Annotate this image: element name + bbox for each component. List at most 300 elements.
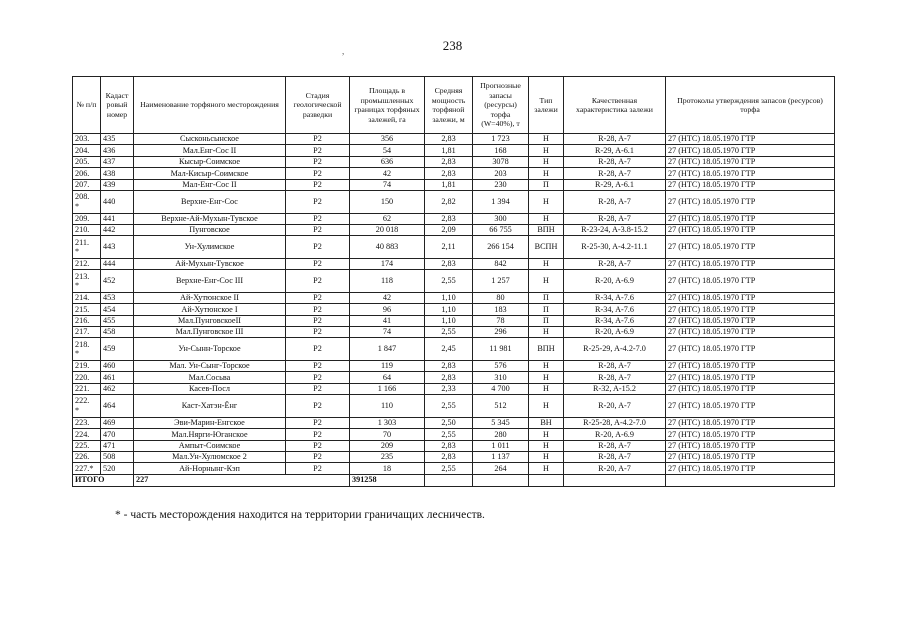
deposit-type: Н	[529, 156, 564, 167]
protocol: 27 (НТС) 18.05.1970 ГТР	[666, 156, 835, 167]
deposit-name: Мал.Нярги-Юганское	[134, 429, 286, 440]
exploration-stage: P2	[286, 395, 350, 418]
reserves-t: 512	[473, 395, 529, 418]
avg-depth: 2,83	[425, 361, 473, 372]
page-number: 238	[442, 38, 463, 53]
deposit-name: Ай-Мухын-Тувское	[134, 258, 286, 269]
exploration-stage: P2	[286, 134, 350, 145]
reserves-t: 296	[473, 327, 529, 338]
avg-depth: 2,83	[425, 258, 473, 269]
deposit-name: Сысконьсынское	[134, 134, 286, 145]
exploration-stage: P2	[286, 304, 350, 315]
empty-cell	[473, 474, 529, 486]
header-stage: Стадия геологической разведки	[286, 77, 350, 134]
row-number: 212.	[73, 258, 101, 269]
table-row	[73, 417, 835, 428]
header-quality: Качественная характеристика залежи	[564, 77, 666, 134]
deposit-name: Мал.Пунговское III	[134, 327, 286, 338]
cadastral-number: 440	[101, 190, 134, 213]
protocol: 27 (НТС) 18.05.1970 ГТР	[666, 440, 835, 451]
avg-depth: 2,55	[425, 463, 473, 474]
avg-depth: 2,83	[425, 452, 473, 463]
protocol: 27 (НТС) 18.05.1970 ГТР	[666, 292, 835, 303]
protocol: 27 (НТС) 18.05.1970 ГТР	[666, 270, 835, 293]
table-row	[73, 145, 835, 156]
deposit-type: Н	[529, 190, 564, 213]
cadastral-number: 470	[101, 429, 134, 440]
quality: R-20, A-6.9	[564, 429, 666, 440]
deposit-name: Ун-Сынн-Торское	[134, 338, 286, 361]
empty-cell	[564, 474, 666, 486]
row-number-value: 211.	[75, 237, 90, 247]
deposit-name: Ай-Хутюнское II	[134, 292, 286, 303]
reserves-t: 5 345	[473, 417, 529, 428]
exploration-stage: P2	[286, 224, 350, 235]
protocol: 27 (НТС) 18.05.1970 ГТР	[666, 168, 835, 179]
cadastral-number: 458	[101, 327, 134, 338]
table-row	[73, 179, 835, 190]
deposit-name: Ай-Хутюнское I	[134, 304, 286, 315]
avg-depth: 2,55	[425, 395, 473, 418]
area-ha: 119	[350, 361, 425, 372]
row-number	[73, 190, 101, 213]
exploration-stage: P2	[286, 440, 350, 451]
deposit-name: Верхне-Енг-Сос	[134, 190, 286, 213]
area-ha: 70	[350, 429, 425, 440]
avg-depth: 2,83	[425, 156, 473, 167]
row-number: 221.	[73, 383, 101, 394]
header-row	[73, 77, 835, 134]
partial-forestry-marker: *	[75, 201, 80, 211]
cadastral-number: 471	[101, 440, 134, 451]
total-row	[73, 474, 835, 486]
cadastral-number: 460	[101, 361, 134, 372]
reserves-t: 576	[473, 361, 529, 372]
area-ha: 150	[350, 190, 425, 213]
row-number: 214.	[73, 292, 101, 303]
reserves-t: 310	[473, 372, 529, 383]
quality: R-20, A-7	[564, 463, 666, 474]
quality: R-28, A-7	[564, 258, 666, 269]
area-ha: 96	[350, 304, 425, 315]
deposit-name: Верхне-Ай-Мухын-Тувское	[134, 213, 286, 224]
table-row	[73, 452, 835, 463]
avg-depth: 2,45	[425, 338, 473, 361]
deposit-type: Н	[529, 361, 564, 372]
exploration-stage: P2	[286, 372, 350, 383]
row-number: 217.	[73, 327, 101, 338]
row-number-value: 208.	[75, 192, 90, 202]
deposit-type: Н	[529, 327, 564, 338]
quality: R-32, A-15.2	[564, 383, 666, 394]
area-ha: 62	[350, 213, 425, 224]
table-row	[73, 383, 835, 394]
deposit-name: Мал.Ун-Хулюмское 2	[134, 452, 286, 463]
quality: R-28, A-7	[564, 156, 666, 167]
total-area: 391258	[350, 474, 425, 486]
row-number-value: 222.	[75, 396, 90, 406]
quality: R-25-30, A-4.2-11.1	[564, 236, 666, 259]
protocol: 27 (НТС) 18.05.1970 ГТР	[666, 361, 835, 372]
table-row	[73, 258, 835, 269]
cadastral-number: 459	[101, 338, 134, 361]
header-depth: Средняя мощность торфяной залежи, м	[425, 77, 473, 134]
protocol: 27 (НТС) 18.05.1970 ГТР	[666, 134, 835, 145]
table-row	[73, 134, 835, 145]
reserves-t: 280	[473, 429, 529, 440]
cadastral-number: 461	[101, 372, 134, 383]
avg-depth: 2,83	[425, 372, 473, 383]
reserves-t: 1 011	[473, 440, 529, 451]
row-number: 227.*	[73, 463, 101, 474]
avg-depth: 2,33	[425, 383, 473, 394]
protocol: 27 (НТС) 18.05.1970 ГТР	[666, 463, 835, 474]
deposit-type: Н	[529, 463, 564, 474]
row-number: 205.	[73, 156, 101, 167]
header-reserves: Прогнозные запасы (ресурсы) торфа (W=40%), т	[473, 77, 529, 134]
protocol: 27 (НТС) 18.05.1970 ГТР	[666, 372, 835, 383]
exploration-stage: P2	[286, 145, 350, 156]
quality: R-28, A-7	[564, 372, 666, 383]
row-number: 206.	[73, 168, 101, 179]
avg-depth: 2,83	[425, 213, 473, 224]
reserves-t: 1 723	[473, 134, 529, 145]
deposit-name: Ун-Хулимское	[134, 236, 286, 259]
table-row	[73, 315, 835, 326]
reserves-t: 1 394	[473, 190, 529, 213]
reserves-t: 230	[473, 179, 529, 190]
row-number-value: 218.	[75, 339, 90, 349]
cadastral-number: 442	[101, 224, 134, 235]
avg-depth: 2,11	[425, 236, 473, 259]
quality: R-20, A-6.9	[564, 270, 666, 293]
deposit-type: П	[529, 315, 564, 326]
cadastral-number: 441	[101, 213, 134, 224]
deposit-name: Верхне-Енг-Сос III	[134, 270, 286, 293]
exploration-stage: P2	[286, 315, 350, 326]
deposit-type: ВСПН	[529, 236, 564, 259]
cadastral-number: 508	[101, 452, 134, 463]
header-protocol: Протоколы утверждения запасов (ресурсов) торфа	[666, 77, 835, 134]
area-ha: 74	[350, 327, 425, 338]
reserves-t: 4 700	[473, 383, 529, 394]
exploration-stage: P2	[286, 258, 350, 269]
empty-cell	[529, 474, 564, 486]
row-number: 209.	[73, 213, 101, 224]
table-row	[73, 463, 835, 474]
area-ha: 235	[350, 452, 425, 463]
table-row	[73, 304, 835, 315]
area-ha: 1 166	[350, 383, 425, 394]
quality: R-28, A-7	[564, 213, 666, 224]
avg-depth: 1,10	[425, 292, 473, 303]
deposit-type: Н	[529, 145, 564, 156]
deposit-type: Н	[529, 270, 564, 293]
area-ha: 356	[350, 134, 425, 145]
row-number	[73, 338, 101, 361]
deposit-type: Н	[529, 258, 564, 269]
exploration-stage: P2	[286, 417, 350, 428]
reserves-t: 1 137	[473, 452, 529, 463]
exploration-stage: P2	[286, 190, 350, 213]
table-row	[73, 156, 835, 167]
cadastral-number: 454	[101, 304, 134, 315]
row-number: 226.	[73, 452, 101, 463]
stray-mark: ,	[342, 46, 345, 56]
area-ha: 18	[350, 463, 425, 474]
avg-depth: 2,83	[425, 168, 473, 179]
deposit-type: Н	[529, 395, 564, 418]
deposit-name: Эви-Марин-Енгское	[134, 417, 286, 428]
table-row	[73, 224, 835, 235]
deposit-name: Мал-Енг-Сос II	[134, 179, 286, 190]
reserves-t: 842	[473, 258, 529, 269]
header-number: № п/п	[73, 77, 101, 134]
header-cadastral: Кадаст ровый номер	[101, 77, 134, 134]
protocol: 27 (НТС) 18.05.1970 ГТР	[666, 304, 835, 315]
table-row	[73, 236, 835, 259]
row-number-value: 213.	[75, 271, 90, 281]
row-number: 207.	[73, 179, 101, 190]
area-ha: 1 847	[350, 338, 425, 361]
area-ha: 636	[350, 156, 425, 167]
exploration-stage: P2	[286, 156, 350, 167]
avg-depth: 2,55	[425, 327, 473, 338]
row-number: 225.	[73, 440, 101, 451]
reserves-t: 168	[473, 145, 529, 156]
reserves-t: 3078	[473, 156, 529, 167]
protocol: 27 (НТС) 18.05.1970 ГТР	[666, 395, 835, 418]
row-number	[73, 236, 101, 259]
avg-depth: 1,10	[425, 304, 473, 315]
row-number	[73, 395, 101, 418]
deposit-type: Н	[529, 452, 564, 463]
area-ha: 40 883	[350, 236, 425, 259]
avg-depth: 1,10	[425, 315, 473, 326]
reserves-t: 264	[473, 463, 529, 474]
header-name: Наименование торфяного месторождения	[134, 77, 286, 134]
cadastral-number: 469	[101, 417, 134, 428]
table-body	[73, 134, 835, 487]
area-ha: 110	[350, 395, 425, 418]
empty-cell	[425, 474, 473, 486]
deposit-name: Ай-Норнынг-Кэп	[134, 463, 286, 474]
quality: R-28, A-7	[564, 440, 666, 451]
deposit-type: ВН	[529, 417, 564, 428]
footnote: * - часть месторождения находится на территории граничащих лесничеств.	[115, 509, 485, 521]
cadastral-number: 462	[101, 383, 134, 394]
reserves-t: 183	[473, 304, 529, 315]
row-number: 216.	[73, 315, 101, 326]
area-ha: 74	[350, 179, 425, 190]
reserves-t: 1 257	[473, 270, 529, 293]
header-type: Тип залежи	[529, 77, 564, 134]
protocol: 27 (НТС) 18.05.1970 ГТР	[666, 179, 835, 190]
quality: R-23-24, A-3.8-15.2	[564, 224, 666, 235]
avg-depth: 2,82	[425, 190, 473, 213]
reserves-t: 266 154	[473, 236, 529, 259]
area-ha: 42	[350, 292, 425, 303]
table-row	[73, 213, 835, 224]
table-row	[73, 327, 835, 338]
protocol: 27 (НТС) 18.05.1970 ГТР	[666, 213, 835, 224]
table-row	[73, 168, 835, 179]
protocol: 27 (НТС) 18.05.1970 ГТР	[666, 258, 835, 269]
header-area: Площадь в промышленных границах торфяных залежей, га	[350, 77, 425, 134]
deposit-type: Н	[529, 429, 564, 440]
empty-cell	[666, 474, 835, 486]
quality: R-20, A-7	[564, 395, 666, 418]
area-ha: 42	[350, 168, 425, 179]
avg-depth: 1,81	[425, 179, 473, 190]
cadastral-number: 437	[101, 156, 134, 167]
row-number: 219.	[73, 361, 101, 372]
cadastral-number: 435	[101, 134, 134, 145]
quality: R-29, A-6.1	[564, 179, 666, 190]
exploration-stage: P2	[286, 236, 350, 259]
area-ha: 41	[350, 315, 425, 326]
avg-depth: 2,09	[425, 224, 473, 235]
row-number: 220.	[73, 372, 101, 383]
protocol: 27 (НТС) 18.05.1970 ГТР	[666, 224, 835, 235]
cadastral-number: 452	[101, 270, 134, 293]
quality: R-28, A-7	[564, 134, 666, 145]
exploration-stage: P2	[286, 292, 350, 303]
deposit-name: Мал.Сосьва	[134, 372, 286, 383]
deposit-name: Мал-Кисыр-Соимское	[134, 168, 286, 179]
partial-forestry-marker: *	[75, 281, 80, 291]
deposit-type: ВПН	[529, 224, 564, 235]
quality: R-34, A-7.6	[564, 315, 666, 326]
deposit-type: Н	[529, 134, 564, 145]
total-count: 227	[134, 474, 350, 486]
quality: R-20, A-6.9	[564, 327, 666, 338]
exploration-stage: P2	[286, 429, 350, 440]
exploration-stage: P2	[286, 361, 350, 372]
partial-forestry-marker: *	[75, 406, 80, 416]
exploration-stage: P2	[286, 168, 350, 179]
protocol: 27 (НТС) 18.05.1970 ГТР	[666, 327, 835, 338]
cadastral-number: 455	[101, 315, 134, 326]
protocol: 27 (НТС) 18.05.1970 ГТР	[666, 417, 835, 428]
quality: R-28, A-7	[564, 190, 666, 213]
protocol: 27 (НТС) 18.05.1970 ГТР	[666, 383, 835, 394]
deposit-name: Пунговское	[134, 224, 286, 235]
peat-deposits-table	[72, 76, 835, 487]
avg-depth: 2,55	[425, 270, 473, 293]
table-row	[73, 190, 835, 213]
deposit-type: П	[529, 179, 564, 190]
protocol: 27 (НТС) 18.05.1970 ГТР	[666, 429, 835, 440]
row-number: 223.	[73, 417, 101, 428]
deposit-type: ВПН	[529, 338, 564, 361]
deposit-name: Мал.ПунговскоеII	[134, 315, 286, 326]
row-number: 204.	[73, 145, 101, 156]
avg-depth: 2,50	[425, 417, 473, 428]
partial-forestry-marker: *	[75, 349, 80, 359]
exploration-stage: P2	[286, 338, 350, 361]
table-row	[73, 440, 835, 451]
table-row	[73, 292, 835, 303]
reserves-t: 66 755	[473, 224, 529, 235]
row-number: 203.	[73, 134, 101, 145]
exploration-stage: P2	[286, 270, 350, 293]
area-ha: 20 018	[350, 224, 425, 235]
protocol: 27 (НТС) 18.05.1970 ГТР	[666, 452, 835, 463]
cadastral-number: 439	[101, 179, 134, 190]
quality: R-28, A-7	[564, 452, 666, 463]
partial-forestry-marker: *	[75, 247, 80, 257]
protocol: 27 (НТС) 18.05.1970 ГТР	[666, 190, 835, 213]
table-row	[73, 338, 835, 361]
protocol: 27 (НТС) 18.05.1970 ГТР	[666, 315, 835, 326]
deposit-type: Н	[529, 213, 564, 224]
cadastral-number: 520	[101, 463, 134, 474]
deposit-name: Мал. Ун-Сынг-Торское	[134, 361, 286, 372]
area-ha: 64	[350, 372, 425, 383]
reserves-t: 11 981	[473, 338, 529, 361]
area-ha: 174	[350, 258, 425, 269]
quality: R-28, A-7	[564, 361, 666, 372]
exploration-stage: P2	[286, 327, 350, 338]
reserves-t: 78	[473, 315, 529, 326]
row-number	[73, 270, 101, 293]
table-row	[73, 270, 835, 293]
deposit-type: Н	[529, 372, 564, 383]
deposit-name: Каст-Хатэн-Ёнг	[134, 395, 286, 418]
area-ha: 118	[350, 270, 425, 293]
table-row	[73, 361, 835, 372]
deposit-name: Мал.Енг-Сос II	[134, 145, 286, 156]
row-number: 215.	[73, 304, 101, 315]
deposit-name: Кысыр-Соимское	[134, 156, 286, 167]
reserves-t: 80	[473, 292, 529, 303]
table-row	[73, 372, 835, 383]
cadastral-number: 453	[101, 292, 134, 303]
area-ha: 1 303	[350, 417, 425, 428]
table-row	[73, 429, 835, 440]
avg-depth: 2,55	[425, 429, 473, 440]
cadastral-number: 438	[101, 168, 134, 179]
protocol: 27 (НТС) 18.05.1970 ГТР	[666, 236, 835, 259]
exploration-stage: P2	[286, 452, 350, 463]
quality: R-25-28, A-4.2-7.0	[564, 417, 666, 428]
exploration-stage: P2	[286, 383, 350, 394]
deposit-type: Н	[529, 168, 564, 179]
area-ha: 54	[350, 145, 425, 156]
area-ha: 209	[350, 440, 425, 451]
quality: R-29, A-6.1	[564, 145, 666, 156]
cadastral-number: 464	[101, 395, 134, 418]
quality: R-34, A-7.6	[564, 304, 666, 315]
deposit-name: Касев-Посл	[134, 383, 286, 394]
exploration-stage: P2	[286, 463, 350, 474]
reserves-t: 203	[473, 168, 529, 179]
reserves-t: 300	[473, 213, 529, 224]
total-label: ИТОГО	[73, 474, 134, 486]
cadastral-number: 444	[101, 258, 134, 269]
row-number: 224.	[73, 429, 101, 440]
avg-depth: 2,83	[425, 134, 473, 145]
deposit-type: Н	[529, 383, 564, 394]
avg-depth: 1,81	[425, 145, 473, 156]
cadastral-number: 443	[101, 236, 134, 259]
deposit-type: Н	[529, 440, 564, 451]
protocol: 27 (НТС) 18.05.1970 ГТР	[666, 145, 835, 156]
cadastral-number: 436	[101, 145, 134, 156]
deposit-type: П	[529, 292, 564, 303]
avg-depth: 2,83	[425, 440, 473, 451]
